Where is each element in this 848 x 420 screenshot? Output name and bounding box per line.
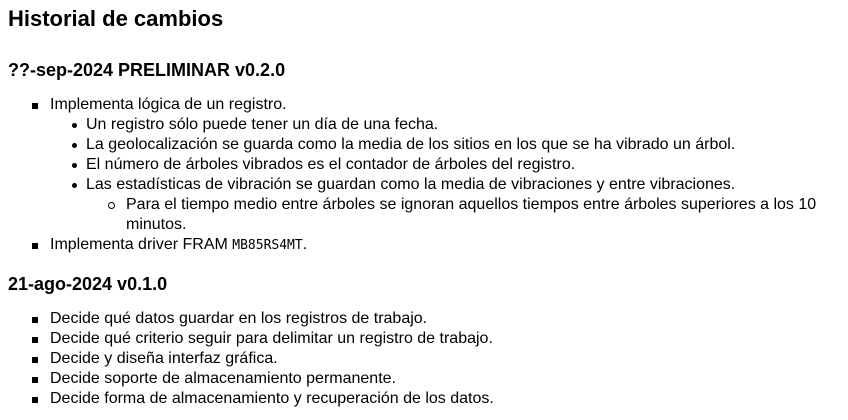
list-item xyxy=(8,95,848,235)
list-item xyxy=(8,349,848,369)
list-item-text: Decide y diseña interfaz gráfica. xyxy=(50,350,278,367)
sub-list-item xyxy=(50,155,848,175)
page-title: Historial de cambios xyxy=(8,6,224,31)
sub-list-item xyxy=(50,135,848,155)
version-heading: 21-ago-2024 v0.1.0 xyxy=(8,274,168,294)
change-list xyxy=(8,95,848,256)
list-item xyxy=(8,235,848,256)
sub-list-item-text: Un registro sólo puede tener un día de una fecha. xyxy=(86,116,439,133)
sub-sub-list xyxy=(86,195,848,235)
sub-list-item xyxy=(50,115,848,135)
sub-list-item-text: El número de árboles vibrados es el contador de árboles del registro. xyxy=(86,156,576,173)
sub-sub-list-item-text: Para el tiempo medio entre árboles se ignoran aquellos tiempos entre árboles superiores a los 10 minutos. xyxy=(126,196,817,233)
list-item xyxy=(8,329,848,349)
list-item-text: Implementa driver FRAM xyxy=(50,236,233,253)
sub-list-item xyxy=(50,175,848,235)
sub-list xyxy=(50,115,848,235)
list-item-text: Decide soporte de almacenamiento permanente. xyxy=(50,370,396,387)
sub-list-item-text: Las estadísticas de vibración se guardan como la media de vibraciones y entre vibraciones. xyxy=(86,176,736,193)
list-item-text-suffix: . xyxy=(302,236,308,253)
list-item-text: Implementa lógica de un registro. xyxy=(50,96,287,113)
list-item xyxy=(8,369,848,389)
version-heading: ??-sep-2024 PRELIMINAR v0.2.0 xyxy=(8,60,286,80)
list-item-text: Decide forma de almacenamiento y recuperación de los datos. xyxy=(50,390,494,407)
list-item-text: Decide qué criterio seguir para delimitar un registro de trabajo. xyxy=(50,330,493,347)
list-item xyxy=(8,389,848,409)
sub-sub-list-item xyxy=(86,195,848,235)
inline-code: MB85RS4MT xyxy=(232,238,303,253)
list-item-text: Decide qué datos guardar en los registros de trabajo. xyxy=(50,310,428,327)
sub-list-item-text: La geolocalización se guarda como la media de los sitios en los que se ha vibrado un árbol. xyxy=(86,136,736,153)
list-item xyxy=(8,309,848,329)
change-list xyxy=(8,309,848,409)
